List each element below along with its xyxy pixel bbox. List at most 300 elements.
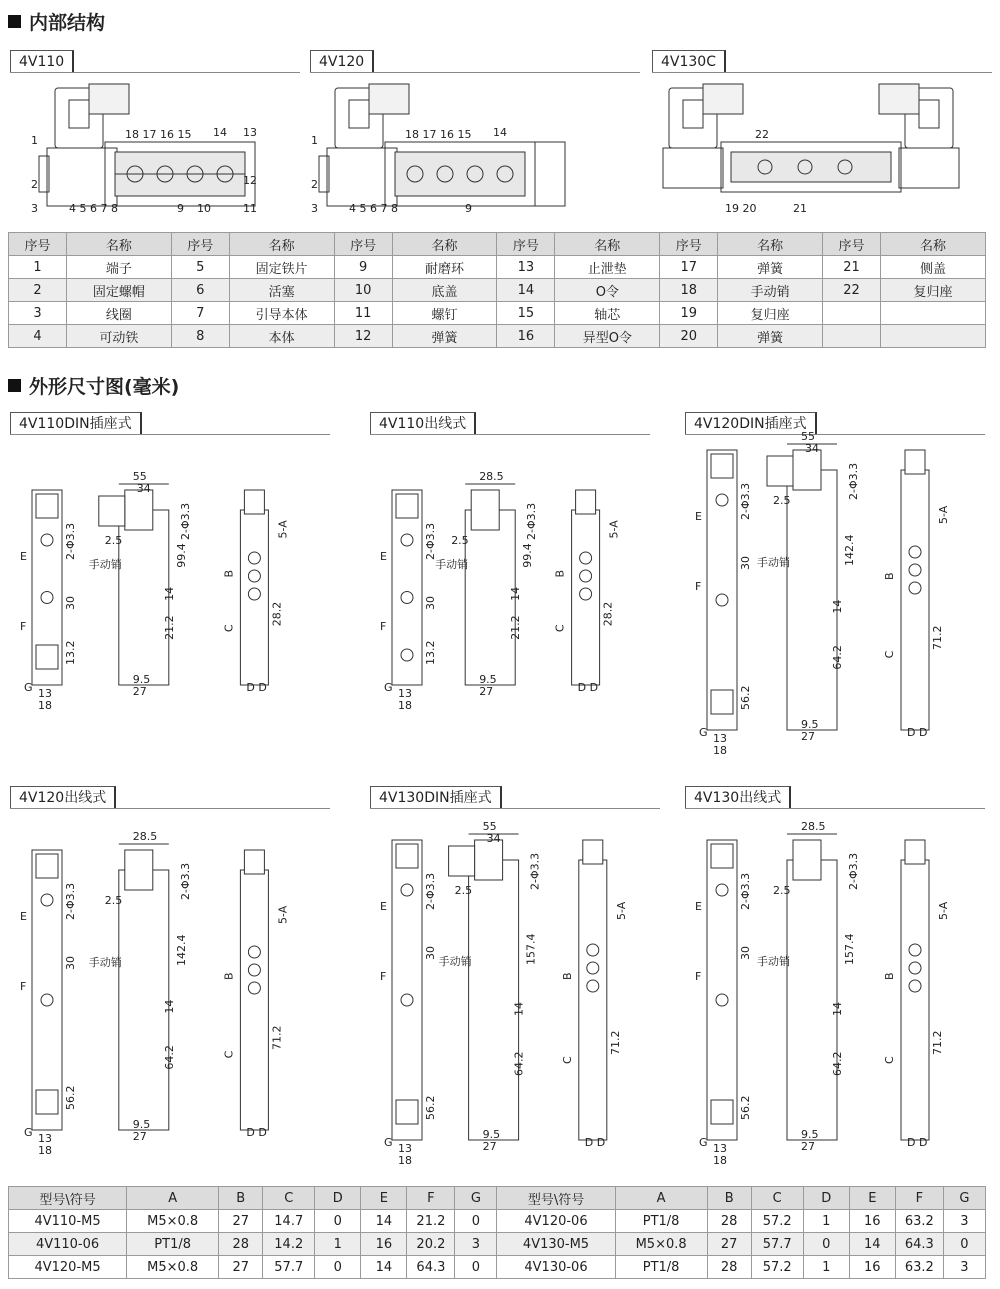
tab-underline: [652, 72, 992, 73]
parts-header-cell: 序号: [9, 233, 67, 256]
callout: 12: [243, 174, 257, 187]
end-view-body: [579, 860, 607, 1140]
front-view-body: [32, 850, 62, 1130]
table-cell: O令: [555, 279, 660, 302]
dimension-gap: 2.5: [104, 894, 123, 907]
manual-pin-label: 手动销: [757, 955, 790, 968]
front-view-body: [392, 490, 422, 685]
dimension-bottom-width: 27: [132, 685, 147, 698]
dimension-width-total: 28.5: [132, 830, 158, 843]
dimension-h-mid: 14: [509, 586, 523, 601]
table-cell: 耐磨环: [392, 256, 497, 279]
parts-header-cell: 名称: [555, 233, 660, 256]
spec-header-cell: E: [849, 1187, 895, 1210]
dimension-h-mid: 14: [831, 599, 844, 614]
letter-e-label: E: [380, 550, 387, 563]
dimension-hole: 2-Φ3.3: [64, 882, 77, 920]
parts-header-cell: 名称: [229, 233, 334, 256]
dimension-low-pitch: 13.2: [64, 640, 77, 665]
table-row: [9, 1210, 986, 1233]
dimension-hole: 2-Φ3.3: [424, 522, 437, 560]
front-view-body: [392, 840, 422, 1140]
side-view-body: [119, 870, 169, 1130]
port-circle: [716, 994, 728, 1006]
dimension-side-b: 18: [38, 699, 52, 712]
side-view-body: [119, 510, 169, 685]
table-cell: 止泄垫: [555, 256, 660, 279]
tab-dimension-view: 4V110DIN插座式: [10, 412, 142, 435]
table-cell: 19: [660, 302, 718, 325]
tab-4v110-internal: 4V110: [10, 50, 74, 73]
section-title-dimension: 外形尺寸图(毫米): [8, 372, 179, 399]
table-cell: 4V110-06: [9, 1233, 127, 1256]
dimension-hole-side: 2-Φ3.3: [178, 502, 192, 540]
port-circle: [41, 994, 53, 1006]
callout: 21: [793, 202, 807, 215]
letter-f-label: F: [380, 620, 387, 633]
dimension-height-total: 157.4: [524, 933, 538, 965]
table-cell: 弹簧: [718, 256, 823, 279]
parts-header-cell: 名称: [881, 233, 986, 256]
table-cell: 28: [219, 1233, 263, 1256]
letter-c-label: C: [560, 1056, 574, 1064]
table-cell: 0: [455, 1256, 497, 1279]
side-view-body: [787, 860, 837, 1140]
dimension-low-pitch: 13.2: [424, 640, 437, 665]
tab-dimension-view: 4V120DIN插座式: [685, 412, 817, 435]
tab-4v120-internal: 4V120: [310, 50, 374, 73]
port-circle: [909, 564, 921, 576]
table-cell: 27: [219, 1210, 263, 1233]
side-view-body: [787, 470, 837, 730]
port-circle: [401, 884, 413, 896]
spec-header-cell: A: [615, 1187, 707, 1210]
port-circle: [909, 962, 921, 974]
table-cell: 0: [803, 1233, 849, 1256]
table-cell: PT1/8: [615, 1256, 707, 1279]
callout: 10: [197, 202, 211, 215]
spec-header-cell: E: [361, 1187, 407, 1210]
dimension-port-c: 28.2: [601, 601, 615, 627]
table-cell: 5: [171, 256, 229, 279]
port-circle: [580, 570, 592, 582]
dimension-bottom-width: 27: [132, 1130, 147, 1143]
dimension-h-low: 21.2: [162, 615, 176, 640]
port-circle: [587, 944, 599, 956]
letter-d-label: D: [258, 681, 267, 694]
port-circle: [909, 944, 921, 956]
dimension-width-inner: 34: [805, 442, 819, 455]
table-cell: 14: [361, 1256, 407, 1279]
end-view-coil: [244, 850, 264, 874]
dimension-h-mid: 14: [162, 999, 176, 1014]
dimension-gap: 2.5: [773, 884, 791, 897]
parts-header-cell: 序号: [497, 233, 555, 256]
port-circle: [401, 534, 413, 546]
dimension-port-c: 71.2: [931, 1030, 944, 1055]
coil-connector-lower: [711, 690, 733, 714]
dimension-width-total: 28.5: [479, 470, 504, 483]
side-view-body: [469, 860, 519, 1140]
table-row: [9, 1233, 986, 1256]
table-cell: 16: [849, 1210, 895, 1233]
callout: 11: [243, 202, 257, 215]
coil-connector: [396, 494, 418, 518]
tab-underline: [685, 434, 985, 435]
port-circle: [401, 994, 413, 1006]
letter-d-label: D: [577, 681, 587, 694]
spec-header-cell: B: [707, 1187, 751, 1210]
spec-header-cell: C: [751, 1187, 803, 1210]
letter-d-label: D: [584, 1136, 594, 1149]
table-cell: 8: [171, 325, 229, 348]
letter-c-label: C: [883, 1056, 896, 1064]
dimension-hole: 2-Φ3.3: [424, 872, 437, 910]
tab-underline: [310, 72, 640, 73]
letter-e-label: E: [20, 550, 27, 563]
table-cell: 3: [9, 302, 67, 325]
table-cell: 16: [497, 325, 555, 348]
dimension-bottom-offset: 9.5: [801, 1128, 819, 1141]
table-cell: 1: [803, 1256, 849, 1279]
dimension-hole: 2-Φ3.3: [739, 872, 752, 910]
manual-pin-label: 手动销: [435, 557, 469, 571]
letter-d-label: D: [919, 1136, 928, 1149]
spec-header-cell: F: [895, 1187, 943, 1210]
letter-d-label: D: [246, 1126, 255, 1139]
dimension-width-total: 55: [132, 470, 147, 483]
spec-table: [8, 1186, 986, 1279]
table-cell: 6: [171, 279, 229, 302]
table-cell: 手动销: [718, 279, 823, 302]
table-cell: 固定螺帽: [66, 279, 171, 302]
table-cell: 引导本体: [229, 302, 334, 325]
spec-header-cell: A: [127, 1187, 219, 1210]
table-cell: 0: [315, 1256, 361, 1279]
dimension-pitch: 30: [739, 946, 752, 960]
dimension-hole-side: 2-Φ3.3: [178, 862, 192, 900]
callout-top: 22: [755, 128, 769, 141]
spec-header-cell: 型号\符号: [497, 1187, 615, 1210]
spec-header-cell: F: [407, 1187, 455, 1210]
table-row: [9, 279, 986, 302]
spec-table-body: [9, 1210, 986, 1279]
table-cell: 4V130-M5: [497, 1233, 615, 1256]
spec-header-cell: 型号\符号: [9, 1187, 127, 1210]
table-cell: 可动铁: [66, 325, 171, 348]
table-cell: 3: [943, 1210, 985, 1233]
end-view-coil: [576, 490, 596, 514]
dimension-height-total: 99.4: [521, 543, 535, 568]
tab-dimension-view: 4V110出线式: [370, 412, 476, 435]
end-view-body: [901, 470, 929, 730]
din-connector: [449, 846, 475, 876]
port-circle: [248, 552, 260, 564]
table-cell: 18: [660, 279, 718, 302]
table-cell: 4: [9, 325, 67, 348]
callout: 1: [31, 134, 38, 147]
tab-dimension-view: 4V120出线式: [10, 786, 116, 809]
dimension-pitch: 30: [424, 596, 437, 610]
front-view-body: [707, 840, 737, 1140]
dimension-bottom-width: 27: [801, 730, 815, 743]
dimension-gap: 2.5: [773, 494, 791, 507]
tab-underline: [10, 72, 300, 73]
port-circle: [41, 894, 53, 906]
table-cell: 21.2: [407, 1210, 455, 1233]
port-circle: [248, 570, 260, 582]
side-view-coil: [793, 840, 821, 880]
callout: 1: [311, 134, 318, 147]
table-cell: 57.7: [751, 1233, 803, 1256]
port-circle: [580, 588, 592, 600]
port-circle: [587, 962, 599, 974]
letter-f-label: F: [20, 980, 27, 993]
dimension-width-total: 28.5: [801, 820, 826, 833]
dimension-port: 5-A: [937, 901, 950, 920]
dimension-pitch: 30: [64, 596, 77, 610]
dimension-bottom-offset: 9.5: [482, 1128, 501, 1141]
port-circle: [248, 946, 260, 958]
tab-dimension-view: 4V130出线式: [685, 786, 791, 809]
dimension-side-b: 18: [398, 699, 412, 712]
dimension-gap: 2.5: [451, 534, 469, 547]
table-cell: 28: [707, 1256, 751, 1279]
table-cell: 活塞: [229, 279, 334, 302]
letter-g-label: G: [384, 1136, 393, 1149]
table-cell: 4V130-06: [497, 1256, 615, 1279]
coil-connector: [396, 844, 418, 868]
letter-d-label: D: [596, 1136, 606, 1149]
table-cell: M5×0.8: [127, 1210, 219, 1233]
table-cell: 9: [334, 256, 392, 279]
port-circle: [909, 546, 921, 558]
table-cell: 27: [707, 1233, 751, 1256]
dimension-bottom-offset: 9.5: [801, 718, 819, 731]
table-cell: 12: [334, 325, 392, 348]
callout: 3: [31, 202, 38, 215]
letter-b-label: B: [883, 572, 896, 580]
dimension-hole: 2-Φ3.3: [64, 522, 77, 560]
dimension-h-low: 21.2: [509, 615, 523, 640]
table-cell: [823, 302, 881, 325]
table-cell: 10: [334, 279, 392, 302]
table-cell: 端子: [66, 256, 171, 279]
dimension-port-c: 71.2: [931, 625, 944, 650]
dimension-h-mid: 14: [831, 1002, 844, 1016]
manual-pin-label: 手动销: [88, 557, 122, 571]
table-cell: 14.2: [263, 1233, 315, 1256]
dimension-drawing: [685, 820, 985, 1180]
dimension-h-mid: 14: [162, 586, 176, 601]
dimension-height-total: 99.4: [174, 543, 188, 568]
table-cell: 64.3: [407, 1256, 455, 1279]
table-cell: 21: [823, 256, 881, 279]
dimension-width-total: 55: [482, 820, 497, 833]
parts-table: [8, 232, 986, 348]
dimension-h-mid: 14: [512, 1002, 526, 1016]
table-cell: 64.3: [895, 1233, 943, 1256]
internal-drawing-4v110: [25, 80, 285, 220]
letter-d-label: D: [907, 726, 916, 739]
table-cell: 0: [455, 1210, 497, 1233]
dimension-low-pitch: 56.2: [739, 1095, 752, 1120]
dimension-width-inner: 34: [486, 832, 501, 845]
end-view-body: [572, 510, 600, 685]
table-cell: 4V120-06: [497, 1210, 615, 1233]
tab-underline: [10, 808, 330, 809]
tab-underline: [370, 434, 650, 435]
dimension-height-total: 142.4: [174, 934, 188, 966]
side-view-body: [465, 510, 515, 685]
port-circle: [909, 582, 921, 594]
dimension-h-low: 64.2: [512, 1051, 526, 1076]
letter-b-label: B: [222, 972, 236, 980]
letter-g-label: G: [699, 1136, 708, 1149]
table-cell: M5×0.8: [615, 1233, 707, 1256]
manual-pin-label: 手动销: [757, 556, 790, 569]
port-circle: [580, 552, 592, 564]
table-cell: 20.2: [407, 1233, 455, 1256]
letter-b-label: B: [883, 972, 896, 980]
table-cell: 57.2: [751, 1210, 803, 1233]
table-cell: 17: [660, 256, 718, 279]
table-cell: 0: [315, 1210, 361, 1233]
callout: 14: [213, 126, 227, 139]
letter-f-label: F: [20, 620, 27, 633]
din-connector: [767, 456, 793, 486]
callout: 4 5 6 7 8: [69, 202, 118, 215]
callout: 9: [465, 202, 472, 215]
port-circle: [41, 534, 53, 546]
table-cell: 异型O令: [555, 325, 660, 348]
callout-top: 18 17 16 15: [405, 128, 472, 141]
dimension-side-b: 18: [713, 744, 727, 757]
table-cell: 27: [219, 1256, 263, 1279]
letter-d-label: D: [589, 681, 599, 694]
table-cell: [881, 302, 986, 325]
table-row: [9, 256, 986, 279]
table-cell: 轴芯: [555, 302, 660, 325]
table-cell: 16: [849, 1256, 895, 1279]
side-view-coil: [475, 840, 503, 880]
letter-c-label: C: [222, 1050, 236, 1059]
callout: 13: [243, 126, 257, 139]
dimension-pitch: 30: [64, 956, 77, 970]
manual-pin-label: 手动销: [88, 956, 122, 969]
table-cell: M5×0.8: [127, 1256, 219, 1279]
table-cell: [881, 325, 986, 348]
table-cell: 63.2: [895, 1256, 943, 1279]
parts-header-cell: 序号: [823, 233, 881, 256]
parts-header-cell: 名称: [392, 233, 497, 256]
side-view-coil: [471, 490, 499, 530]
table-cell: 16: [361, 1233, 407, 1256]
tab-4v130c-internal: 4V130C: [652, 50, 726, 73]
dimension-side-a: 13: [398, 1142, 412, 1155]
dimension-hole-side: 2-Φ3.3: [847, 852, 860, 890]
table-cell: 14: [849, 1233, 895, 1256]
dimension-width-total: 55: [801, 430, 815, 443]
dimension-side-a: 13: [713, 732, 727, 745]
dimension-pitch: 30: [424, 946, 437, 960]
table-cell: 弹簧: [392, 325, 497, 348]
dimension-hole-side: 2-Φ3.3: [528, 852, 542, 890]
dimension-pitch: 30: [739, 556, 752, 570]
table-row: [9, 325, 986, 348]
dimension-height-total: 142.4: [843, 534, 856, 566]
dimension-hole-side: 2-Φ3.3: [847, 462, 860, 500]
end-view-body: [240, 870, 268, 1130]
table-cell: 本体: [229, 325, 334, 348]
dimension-bottom-width: 27: [801, 1140, 815, 1153]
table-cell: PT1/8: [127, 1233, 219, 1256]
callout: 19 20: [725, 202, 757, 215]
table-cell: 底盖: [392, 279, 497, 302]
coil-connector: [36, 854, 58, 878]
table-cell: 复归座: [881, 279, 986, 302]
port-circle: [716, 594, 728, 606]
port-circle: [248, 982, 260, 994]
table-cell: 1: [315, 1233, 361, 1256]
table-row: [9, 1256, 986, 1279]
table-cell: 1: [803, 1210, 849, 1233]
parts-header-cell: 名称: [66, 233, 171, 256]
letter-c-label: C: [222, 624, 236, 633]
manual-pin-label: 手动销: [438, 955, 472, 968]
table-cell: 线圈: [66, 302, 171, 325]
dimension-port: 5-A: [276, 905, 290, 924]
parts-table-header: [9, 233, 986, 256]
side-view-coil: [125, 490, 153, 530]
table-row: [9, 302, 986, 325]
table-cell: 22: [823, 279, 881, 302]
parts-header-cell: 序号: [171, 233, 229, 256]
table-cell: 复归座: [718, 302, 823, 325]
square-bullet-icon: [8, 15, 21, 28]
table-cell: 4V110-M5: [9, 1210, 127, 1233]
coil-connector: [36, 494, 58, 518]
dimension-hole: 2-Φ3.3: [739, 482, 752, 520]
letter-d-label: D: [246, 681, 255, 694]
port-circle: [716, 884, 728, 896]
dimension-port-c: 71.2: [608, 1030, 622, 1055]
dimension-side-a: 13: [38, 1132, 52, 1145]
coil-connector: [711, 454, 733, 478]
dimension-bottom-offset: 9.5: [132, 673, 151, 686]
parts-header-cell: 序号: [334, 233, 392, 256]
parts-header-cell: 名称: [718, 233, 823, 256]
spec-header-cell: D: [803, 1187, 849, 1210]
dimension-bottom-width: 27: [479, 685, 494, 698]
letter-g-label: G: [384, 681, 393, 694]
dimension-gap: 2.5: [454, 884, 473, 897]
table-cell: 2: [9, 279, 67, 302]
end-view-coil: [583, 840, 603, 864]
end-view-coil: [905, 450, 925, 474]
callout-top: 18 17 16 15: [125, 128, 192, 141]
port-circle: [401, 592, 413, 604]
spec-header-cell: C: [263, 1187, 315, 1210]
spec-header-cell: B: [219, 1187, 263, 1210]
table-cell: 螺钉: [392, 302, 497, 325]
tab-underline: [685, 808, 985, 809]
table-cell: 0: [943, 1233, 985, 1256]
port-circle: [716, 494, 728, 506]
table-cell: 4V120-M5: [9, 1256, 127, 1279]
port-circle: [248, 588, 260, 600]
dimension-side-b: 18: [713, 1154, 727, 1167]
